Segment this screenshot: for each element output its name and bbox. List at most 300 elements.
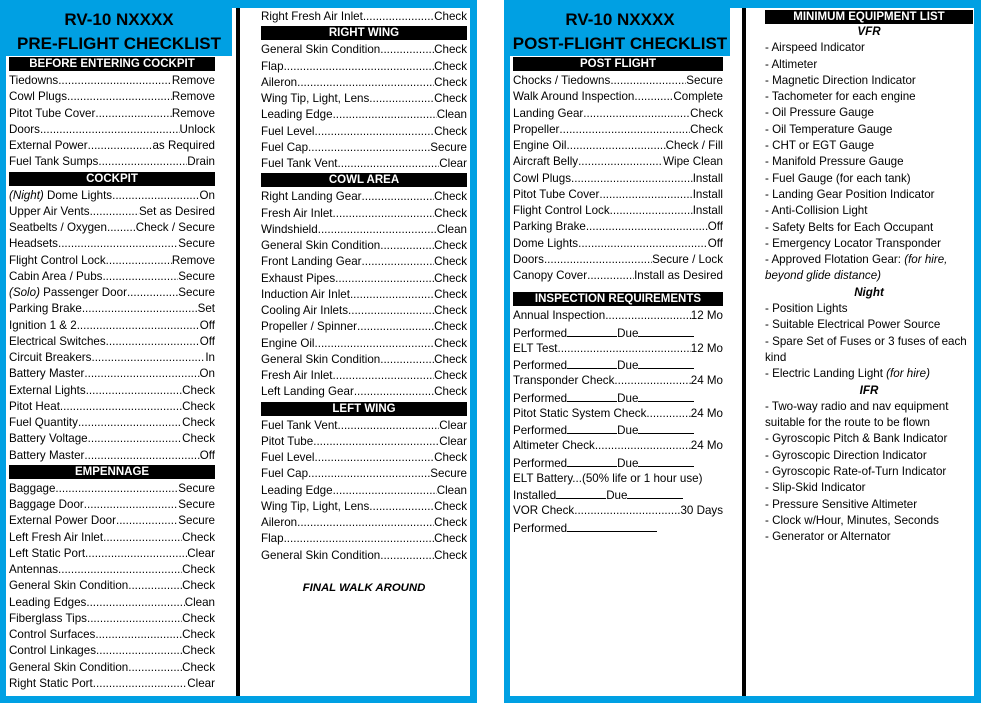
item-value: Check [434, 59, 467, 73]
checklist-row [261, 156, 467, 172]
item-label: Control Surfaces [9, 628, 96, 641]
performed-blank [556, 487, 606, 499]
mel-item-text: - Electric Landing Light [765, 367, 887, 381]
checklist-row [513, 471, 723, 487]
item-value: (50% life or 1 hour use) [581, 471, 703, 485]
section-header: COWL AREA [261, 173, 467, 187]
item-label: Fuel Tank Vent [261, 418, 338, 432]
mel-item: - Altimeter [765, 57, 818, 71]
performed-label: Performed [513, 456, 568, 470]
item-label: VOR Check [513, 504, 575, 518]
checklist-row [9, 448, 215, 464]
item-value: Install [692, 171, 723, 185]
item-value: Check [434, 369, 467, 382]
mel-item: - Gyroscopic Direction Indicator [765, 448, 927, 462]
item-label: Aileron [261, 75, 298, 89]
checklist-row [513, 154, 723, 170]
leader-dots [583, 106, 690, 122]
mel-item-note: (for hire, beyond glide distance) [765, 253, 948, 283]
checklist-row [513, 138, 723, 154]
item-label: Propeller / Spinner [261, 320, 358, 334]
mel-subheader: IFR [859, 383, 879, 397]
item-label: Leading Edge [261, 483, 333, 497]
checklist-row [513, 171, 723, 187]
checklist-row [261, 287, 467, 303]
checklist-row [513, 373, 723, 389]
leader-dots [84, 497, 178, 513]
checklist-row [9, 253, 215, 269]
performed-label: Performed [513, 521, 568, 535]
checklist-row [513, 341, 723, 357]
item-value: Clear [187, 546, 215, 560]
leader-dots [362, 189, 435, 205]
item-label: Pitot Tube Cover [9, 106, 96, 120]
item-value: Secure [178, 237, 215, 251]
leader-dots [557, 341, 690, 357]
leader-dots [95, 627, 182, 643]
item-label: Pitot Tube [261, 434, 314, 448]
checklist-row [261, 206, 467, 222]
checklist-row [261, 124, 467, 140]
checklist-row [9, 530, 215, 546]
item-value: Check / Fill [665, 139, 723, 152]
item-label: Leading Edge [261, 108, 333, 122]
checklist-row [9, 301, 215, 317]
item-value: Remove [171, 74, 215, 87]
mel-item: - Landing Gear Position Indicator [765, 187, 935, 201]
checklist-row [9, 122, 215, 138]
leader-dots [363, 9, 434, 25]
checklist-row [261, 434, 467, 450]
leader-dots [88, 138, 153, 154]
checklist-row [9, 138, 215, 154]
leader-dots [84, 366, 199, 382]
leader-dots [338, 418, 440, 434]
checklist-row [261, 352, 467, 368]
item-label: (Solo) Passenger Door [9, 286, 127, 299]
leader-dots [107, 220, 136, 236]
item-label: Propeller [513, 122, 560, 136]
performed-blank [567, 357, 617, 369]
due-blank [638, 325, 694, 337]
leader-dots [586, 219, 708, 235]
item-value: Check [434, 532, 467, 546]
item-label: General Skin Condition [9, 579, 129, 593]
item-label: Windshield [261, 222, 318, 236]
leader-dots [297, 515, 434, 531]
item-value: as Required [152, 139, 215, 152]
checklist-row [9, 73, 215, 89]
leader-dots [90, 204, 139, 220]
item-value: Check [434, 336, 467, 350]
mel-column [765, 10, 973, 546]
item-value: Clean [436, 222, 467, 236]
performed-label: Performed [513, 424, 568, 437]
item-value: Set as Desired [138, 204, 215, 218]
item-value: Check [434, 352, 467, 366]
item-value: Secure [430, 467, 467, 481]
item-value: Check [182, 579, 215, 593]
item-label: Left Fresh Air Inlet [9, 530, 104, 544]
mel-subheader: Night [854, 285, 884, 299]
item-label: Circuit Breakers [9, 351, 92, 364]
item-label: Fuel Level [261, 124, 315, 138]
item-value: Check [434, 548, 467, 562]
item-value: Off [199, 448, 215, 462]
leader-dots [67, 89, 172, 105]
item-label: Cabin Area / Pubs [9, 269, 103, 283]
item-value: Check [434, 239, 467, 252]
item-label: Parking Brake [9, 302, 82, 316]
checklist-row [9, 415, 215, 431]
item-value: Check [434, 75, 467, 89]
item-label: Baggage [9, 481, 56, 495]
postflight-card [504, 0, 981, 703]
leader-dots [567, 138, 666, 154]
leader-dots [84, 448, 199, 464]
checklist-row [9, 431, 215, 447]
item-label: External Power [9, 139, 88, 152]
due-label: Due [617, 326, 639, 340]
checklist-row [9, 513, 215, 529]
item-value: Clear [439, 418, 467, 432]
leader-dots [333, 368, 435, 384]
leader-dots [335, 271, 434, 287]
item-label: (Night) Dome Lights [9, 188, 113, 202]
item-label: Fuel Tank Vent [261, 157, 338, 170]
performed-row [513, 520, 723, 536]
item-label: Landing Gear [513, 106, 584, 120]
leader-dots [380, 42, 434, 58]
item-value: Check [434, 271, 467, 285]
item-label: Right Landing Gear [261, 190, 362, 204]
item-label: Engine Oil [513, 139, 567, 152]
item-label: Dome Lights [513, 236, 579, 250]
checklist-row [261, 271, 467, 287]
checklist-row [261, 450, 467, 466]
item-value: Check [182, 432, 215, 446]
item-value: Secure [430, 140, 467, 154]
item-value: Remove [171, 90, 215, 104]
performed-label: Performed [513, 391, 568, 405]
item-label: Flight Control Lock [513, 204, 610, 217]
item-label: Wing Tip, Light, Lens [261, 499, 370, 513]
preflight-title [6, 8, 232, 56]
section-header: POST FLIGHT [513, 57, 723, 71]
item-value: 24 Mo [690, 439, 723, 453]
due-blank [638, 455, 694, 467]
postflight-left-column [513, 56, 723, 536]
section-header: RIGHT WING [261, 26, 467, 40]
item-value: Check [182, 611, 215, 625]
item-value: Check [434, 451, 467, 464]
checklist-row [9, 399, 215, 415]
checklist-row [261, 303, 467, 319]
checklist-row [513, 203, 723, 219]
checklist-row [9, 366, 215, 382]
leader-dots [350, 287, 434, 303]
mel-item: - Suitable Electrical Power Source [765, 318, 941, 332]
item-value: Install [692, 187, 723, 201]
leader-dots [127, 285, 178, 301]
mel-item: - Pressure Sensitive Altimeter [765, 497, 918, 511]
checklist-row [261, 189, 467, 205]
leader-dots [599, 187, 692, 203]
checklist-row [9, 89, 215, 105]
item-value: Check / Secure [135, 221, 215, 234]
item-value: Off [199, 318, 215, 332]
mel-item: - CHT or EGT Gauge [765, 139, 875, 153]
leader-dots [595, 438, 691, 454]
checklist-row [261, 238, 467, 254]
leader-dots [284, 59, 435, 75]
mel-item: - Manifold Pressure Gauge [765, 155, 904, 169]
item-label: General Skin Condition [261, 548, 381, 562]
leader-dots [297, 75, 434, 91]
item-value: Off [199, 334, 215, 348]
mel-item: - Airspeed Indicator [765, 41, 865, 55]
mel-item [765, 366, 973, 382]
item-label: External Lights [9, 383, 86, 397]
checklist-row [261, 59, 467, 75]
item-label: Left Static Port [9, 546, 86, 560]
item-label: Fresh Air Inlet [261, 369, 333, 382]
checklist-row [261, 75, 467, 91]
leader-dots [60, 399, 182, 415]
checklist-row [261, 515, 467, 531]
leader-dots [333, 107, 437, 123]
checklist-row [261, 336, 467, 352]
leader-dots [338, 156, 440, 172]
leader-dots [587, 268, 634, 284]
leader-dots [88, 431, 182, 447]
checklist-row [513, 89, 723, 105]
leader-dots [102, 269, 178, 285]
mel-item [765, 252, 973, 285]
checklist-row [261, 483, 467, 499]
checklist-row [9, 220, 215, 236]
item-value: Check [434, 287, 467, 301]
checklist-row [9, 236, 215, 252]
mel-item: - Clock w/Hour, Minutes, Seconds [765, 513, 939, 527]
mel-item: - Magnetic Direction Indicator [765, 73, 916, 87]
leader-dots [369, 499, 434, 515]
leader-dots [380, 548, 434, 564]
item-label: Doors [513, 252, 544, 266]
checklist-row [513, 406, 723, 422]
leader-dots [610, 73, 686, 89]
due-label: Due [617, 391, 639, 405]
checklist-row [261, 91, 467, 107]
item-label: Cooling Air Inlets [261, 304, 348, 317]
checklist-row [513, 106, 723, 122]
item-value: Check [182, 563, 215, 576]
checklist-row [9, 546, 215, 562]
item-label: Flap [261, 59, 284, 73]
item-value: Check [434, 320, 467, 334]
mel-list [765, 24, 973, 546]
mel-header: MINIMUM EQUIPMENT LIST [765, 10, 973, 24]
mel-item-note: (for hire) [886, 367, 930, 381]
leader-dots [58, 562, 182, 578]
item-label: Exhaust Pipes [261, 271, 336, 285]
performed-row [513, 455, 723, 471]
item-qualifier: (Solo) [9, 286, 40, 299]
checklist-row [261, 222, 467, 238]
checklist-row [261, 418, 467, 434]
item-value: Check [434, 190, 467, 204]
checklist-row [513, 122, 723, 138]
item-label: External Power Door [9, 514, 116, 528]
leader-dots [308, 466, 430, 482]
leader-dots [315, 336, 435, 352]
mel-item: - Position Lights [765, 302, 848, 316]
item-value: Check [434, 516, 467, 529]
checklist-row [261, 42, 467, 58]
item-value: 12 Mo [690, 341, 723, 355]
item-value: Drain [187, 155, 215, 169]
leader-dots [85, 546, 187, 562]
checklist-row [9, 204, 215, 220]
item-value: Clean [184, 595, 215, 609]
mel-item-text: - Approved Flotation Gear: [765, 253, 905, 267]
preflight-title-line2: PRE-FLIGHT CHECKLIST [17, 34, 221, 53]
leader-dots [103, 530, 182, 546]
leader-dots [315, 124, 435, 140]
item-label: Aileron [261, 516, 298, 529]
checklist-row [261, 107, 467, 123]
item-value: Check [434, 92, 467, 105]
item-value: Remove [171, 253, 215, 267]
checklist-row [513, 236, 723, 252]
checklist-row [9, 334, 215, 350]
leader-dots [116, 513, 178, 529]
item-value: Check [182, 383, 215, 397]
performed-row [513, 325, 723, 341]
checklist-row [9, 660, 215, 676]
checklist-row [513, 308, 723, 324]
checklist-row [9, 285, 215, 301]
leader-dots [574, 503, 680, 519]
item-label: ELT Test [513, 341, 558, 355]
mel-item: - Emergency Locator Transponder [765, 236, 941, 250]
item-label: Flap [261, 532, 284, 546]
leader-dots [87, 611, 182, 627]
section-header: LEFT WING [261, 402, 467, 416]
leader-dots [614, 373, 690, 389]
checklist-row [9, 643, 215, 659]
item-value: Clear [439, 157, 467, 170]
item-value: Check [434, 206, 467, 220]
mel-item: - Tachometer for each engine [765, 90, 916, 104]
preflight-right-column [261, 9, 467, 594]
checklist-row [9, 595, 215, 611]
leader-dots [86, 383, 182, 399]
performed-blank [567, 455, 617, 467]
item-value: Check [690, 122, 723, 136]
item-value: Install as Desired [634, 269, 723, 282]
item-label: Upper Air Vents [9, 204, 90, 218]
checklist-row [9, 318, 215, 334]
item-value: Clear [187, 676, 215, 690]
item-label: Parking Brake [513, 220, 586, 234]
item-label: Fresh Air Inlet [261, 206, 333, 220]
leader-dots [55, 481, 178, 497]
item-value: Check [434, 255, 467, 269]
mel-item: - Oil Temperature Gauge [765, 122, 893, 136]
item-label: Headsets [9, 237, 58, 251]
leader-dots [96, 643, 182, 659]
leader-dots [318, 222, 437, 238]
leader-dots [571, 171, 693, 187]
item-label: Induction Air Inlet [261, 287, 350, 301]
item-value: On [199, 188, 215, 202]
checklist-row [9, 350, 215, 366]
item-label: Leading Edges [9, 595, 87, 609]
leader-dots [58, 236, 178, 252]
checklist-row [261, 319, 467, 335]
checklist-row [261, 384, 467, 400]
item-label: General Skin Condition [261, 43, 381, 57]
checklist-row [9, 188, 215, 204]
mel-item: - Oil Pressure Gauge [765, 106, 874, 120]
item-value: Remove [171, 106, 215, 120]
leader-dots [646, 406, 690, 422]
item-qualifier: (Night) [9, 188, 44, 202]
performed-row [513, 390, 723, 406]
leader-dots [313, 434, 439, 450]
item-label: ELT Battery... [513, 471, 582, 485]
checklist-row [261, 499, 467, 515]
due-label: Due [606, 489, 628, 502]
item-value: 30 Days [680, 504, 723, 518]
item-value: Check [434, 385, 467, 399]
checklist-row [9, 676, 215, 692]
leader-dots [315, 450, 435, 466]
item-label: General Skin Condition [9, 660, 129, 674]
checklist-row [261, 368, 467, 384]
mel-item: - Fuel Gauge (for each tank) [765, 171, 911, 185]
due-blank [638, 422, 694, 434]
leader-dots [380, 238, 434, 254]
leader-dots [333, 206, 435, 222]
item-value: Check [434, 304, 467, 317]
leader-dots [86, 595, 184, 611]
item-label: Flight Control Lock [9, 253, 106, 267]
leader-dots [544, 252, 652, 268]
mel-item: - Safety Belts for Each Occupant [765, 220, 934, 234]
leader-dots [354, 384, 434, 400]
item-label: Control Linkages [9, 644, 97, 658]
leader-dots [357, 319, 434, 335]
due-blank [638, 390, 694, 402]
item-value: 12 Mo [690, 309, 723, 323]
item-label: Antennas [9, 563, 58, 576]
mel-item: - Spare Set of Fuses or 3 fuses of each kind [765, 334, 967, 364]
item-label: Fiberglass Tips [9, 611, 87, 625]
item-label: Transponder Check [513, 374, 615, 388]
checklist-row [9, 383, 215, 399]
item-value: Check [182, 628, 215, 641]
mel-item: - Generator or Alternator [765, 530, 891, 544]
item-label: Doors [9, 122, 40, 136]
due-blank [638, 357, 694, 369]
item-label: Chocks / Tiedowns [513, 74, 611, 87]
checklist-row [261, 466, 467, 482]
item-value: Secure / Lock [652, 252, 723, 266]
item-label: Pitot Static System Check [513, 406, 647, 420]
performed-label: Installed [513, 489, 557, 502]
